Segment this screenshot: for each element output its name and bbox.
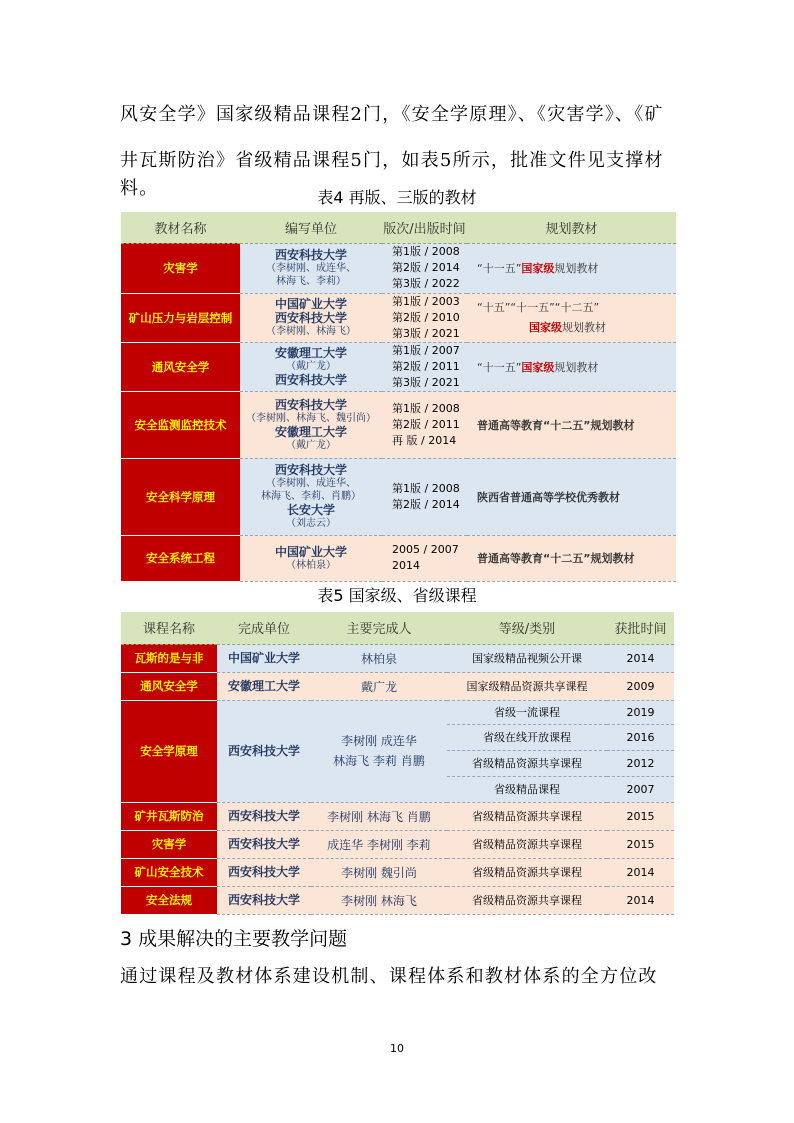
textbook-name: 矿山压力与岩层控制	[121, 293, 240, 342]
edition-list	[382, 458, 467, 535]
course-level: 省级精品资源共享课程	[447, 886, 607, 914]
planned-textbook	[467, 293, 676, 342]
page-number: 10	[390, 1042, 404, 1055]
table4-caption: 表4 再版、三版的教材	[317, 188, 477, 207]
institution-name: 中国矿业大学	[274, 297, 347, 311]
institution-name: 长安大学	[286, 503, 335, 517]
approval-year: 2014	[607, 644, 674, 672]
people-line: 林海飞 李莉 肖鹏	[333, 754, 425, 768]
approval-year: 2009	[607, 672, 674, 700]
edition-list	[382, 342, 467, 391]
main-people: 林柏泉	[311, 644, 447, 672]
approval-year: 2015	[607, 830, 674, 858]
approval-year: 2015	[607, 802, 674, 830]
edition-line: 第1版 / 2008	[392, 245, 460, 258]
edition-line: 第2版 / 2010	[392, 310, 460, 324]
table-row	[121, 458, 676, 535]
header-main-people: 主要完成人	[311, 612, 447, 644]
completion-unit: 西安科技大学	[217, 886, 311, 914]
course-level: 省级一流课程	[447, 700, 607, 724]
main-people	[311, 700, 447, 802]
table-row	[121, 672, 674, 700]
author-list: （戴广龙）	[286, 439, 336, 451]
approval-year: 2007	[607, 776, 674, 802]
completion-unit: 西安科技大学	[217, 830, 311, 858]
header-planned-textbook: 规划教材	[467, 212, 676, 243]
edition-line: 第3版 / 2021	[392, 375, 460, 389]
textbook-table	[121, 212, 676, 582]
header-approval-year: 获批时间	[607, 612, 674, 644]
edition-line: 第2版 / 2014	[392, 497, 460, 511]
main-people: 李树刚 林海飞	[311, 886, 447, 914]
plan-text: 规划教材	[554, 360, 599, 374]
edition-line: 再 版 / 2014	[392, 433, 457, 447]
plan-text: “十五”“十一五”“十二五”	[477, 300, 600, 314]
edition-line: 2014	[392, 559, 420, 572]
edition-line: 第1版 / 2008	[392, 401, 460, 415]
course-level: 省级精品资源共享课程	[447, 802, 607, 830]
planned-textbook	[467, 458, 676, 535]
textbook-name: 安全科学原理	[121, 458, 240, 535]
course-name: 矿山安全技术	[121, 858, 217, 886]
edition-line: 2005 / 2007	[392, 543, 459, 556]
planned-textbook	[467, 243, 676, 293]
approval-year: 2016	[607, 724, 674, 750]
people-line: 李树刚 成连华	[341, 734, 417, 748]
edition-line: 第1版 / 2008	[392, 481, 460, 495]
edition-line: 第3版 / 2021	[392, 326, 460, 340]
table-row	[121, 391, 676, 458]
approval-year: 2014	[607, 886, 674, 914]
institution-name: 安徽理工大学	[274, 346, 347, 360]
planned-textbook	[467, 535, 676, 581]
intro-line: 风安全学》国家级精品课程2门，《安全学原理》、《灾害学》、《矿	[120, 104, 664, 125]
edition-line: 第3版 / 2022	[392, 277, 460, 290]
course-level: 省级精品资源共享课程	[447, 830, 607, 858]
compiling-unit	[240, 458, 382, 535]
institution-name: 西安科技大学	[274, 463, 347, 477]
course-level: 省级精品资源共享课程	[447, 750, 607, 776]
author-list: （李树刚、成连华、	[266, 478, 356, 489]
approval-year: 2012	[607, 750, 674, 776]
national-level-highlight: 国家级	[529, 320, 562, 334]
table-row	[121, 858, 674, 886]
edition-line: 第1版 / 2007	[392, 343, 460, 357]
header-textbook-name: 教材名称	[121, 212, 240, 243]
main-people: 戴广龙	[311, 672, 447, 700]
table-row	[121, 535, 676, 581]
planned-textbook	[467, 391, 676, 458]
completion-unit: 西安科技大学	[217, 700, 311, 802]
author-list: （李树刚、林海飞）	[266, 326, 356, 337]
edition-line: 第2版 / 2011	[392, 417, 460, 431]
textbook-name: 安全系统工程	[121, 535, 240, 581]
table-row	[121, 644, 674, 672]
author-list: （李树刚、林海飞、魏引尚）	[246, 412, 376, 424]
national-level-highlight: 国家级	[521, 360, 555, 374]
course-level: 国家级精品资源共享课程	[447, 672, 607, 700]
approval-year: 2014	[607, 858, 674, 886]
institution-name: 中国矿业大学	[274, 544, 347, 559]
table-row	[121, 342, 676, 391]
textbook-name: 安全监测监控技术	[121, 391, 240, 458]
table-row	[121, 700, 674, 724]
plan-text: “十一五”	[477, 262, 522, 275]
edition-list	[382, 293, 467, 342]
compiling-unit	[240, 535, 382, 581]
plan-line	[477, 318, 676, 338]
author-list: （李树刚、成连华、	[266, 263, 356, 274]
completion-unit: 中国矿业大学	[217, 644, 311, 672]
table-row	[121, 802, 674, 830]
header-level: 等级/类别	[447, 612, 607, 644]
compiling-unit	[240, 342, 382, 391]
institution-name: 西安科技大学	[274, 311, 347, 325]
edition-line: 第2版 / 2014	[392, 261, 460, 274]
course-name: 安全学原理	[121, 700, 217, 802]
course-level: 省级精品资源共享课程	[447, 858, 607, 886]
textbook-name: 通风安全学	[121, 342, 240, 391]
table-row	[121, 293, 676, 342]
author-list: （戴广龙）	[286, 361, 336, 372]
body-paragraph: 通过课程及教材体系建设机制、课程体系和教材体系的全方位改	[120, 966, 658, 987]
completion-unit: 西安科技大学	[217, 802, 311, 830]
edition-list	[382, 391, 467, 458]
course-name: 安全法规	[121, 886, 217, 914]
institution-name: 安徽理工大学	[274, 424, 347, 439]
intro-line: 井瓦斯防治》省级精品课程5门，如表5所示，批准文件见支撑材料。	[120, 150, 664, 199]
author-list: （刘志云）	[286, 518, 336, 529]
table-row	[121, 243, 676, 293]
author-list: 林海飞、李莉）	[276, 276, 346, 287]
plan-text: 规划教材	[562, 320, 606, 334]
edition-list	[382, 535, 467, 581]
table-row	[121, 830, 674, 858]
approval-year: 2019	[607, 700, 674, 724]
course-level: 省级在线开放课程	[447, 724, 607, 750]
completion-unit: 安徽理工大学	[217, 672, 311, 700]
national-level-highlight: 国家级	[521, 262, 555, 275]
course-table	[121, 612, 674, 915]
compiling-unit	[240, 243, 382, 293]
header-unit: 完成单位	[217, 612, 311, 644]
course-name: 灾害学	[121, 830, 217, 858]
course-name: 瓦斯的是与非	[121, 644, 217, 672]
plan-text: 陕西省普通高等学校优秀教材	[477, 490, 620, 504]
section-heading: 3 成果解决的主要教学问题	[120, 928, 348, 950]
main-people: 李树刚 林海飞 肖鹏	[311, 802, 447, 830]
table5-caption: 表5 国家级、省级课程	[317, 586, 477, 605]
institution-name: 西安科技大学	[274, 373, 347, 387]
textbook-name: 灾害学	[121, 243, 240, 293]
plan-text: 普通高等教育“十二五”规划教材	[477, 552, 635, 565]
institution-name: 西安科技大学	[274, 248, 347, 262]
completion-unit: 西安科技大学	[217, 858, 311, 886]
institution-name: 西安科技大学	[274, 397, 347, 412]
edition-line: 第2版 / 2011	[392, 359, 460, 373]
author-list: （林柏泉）	[286, 559, 336, 571]
compiling-unit	[240, 391, 382, 458]
plan-text: “十一五”	[477, 360, 522, 374]
edition-line: 第1版 / 2003	[392, 294, 460, 308]
compiling-unit	[240, 293, 382, 342]
main-people: 李树刚 魏引尚	[311, 858, 447, 886]
plan-text: 普通高等教育“十二五”规划教材	[477, 418, 635, 432]
plan-line	[477, 298, 676, 318]
header-edition-date: 版次/出版时间	[382, 212, 467, 243]
plan-text: 规划教材	[554, 262, 599, 275]
header-course-name: 课程名称	[121, 612, 217, 644]
edition-list	[382, 243, 467, 293]
author-list: 林海飞、李莉、肖鹏）	[261, 491, 361, 502]
course-name: 通风安全学	[121, 672, 217, 700]
header-compiling-unit: 编写单位	[240, 212, 382, 243]
planned-textbook	[467, 342, 676, 391]
table-row	[121, 886, 674, 914]
course-level: 国家级精品视频公开课	[447, 644, 607, 672]
main-people: 成连华 李树刚 李莉	[311, 830, 447, 858]
course-level: 省级精品课程	[447, 776, 607, 802]
course-name: 矿井瓦斯防治	[121, 802, 217, 830]
